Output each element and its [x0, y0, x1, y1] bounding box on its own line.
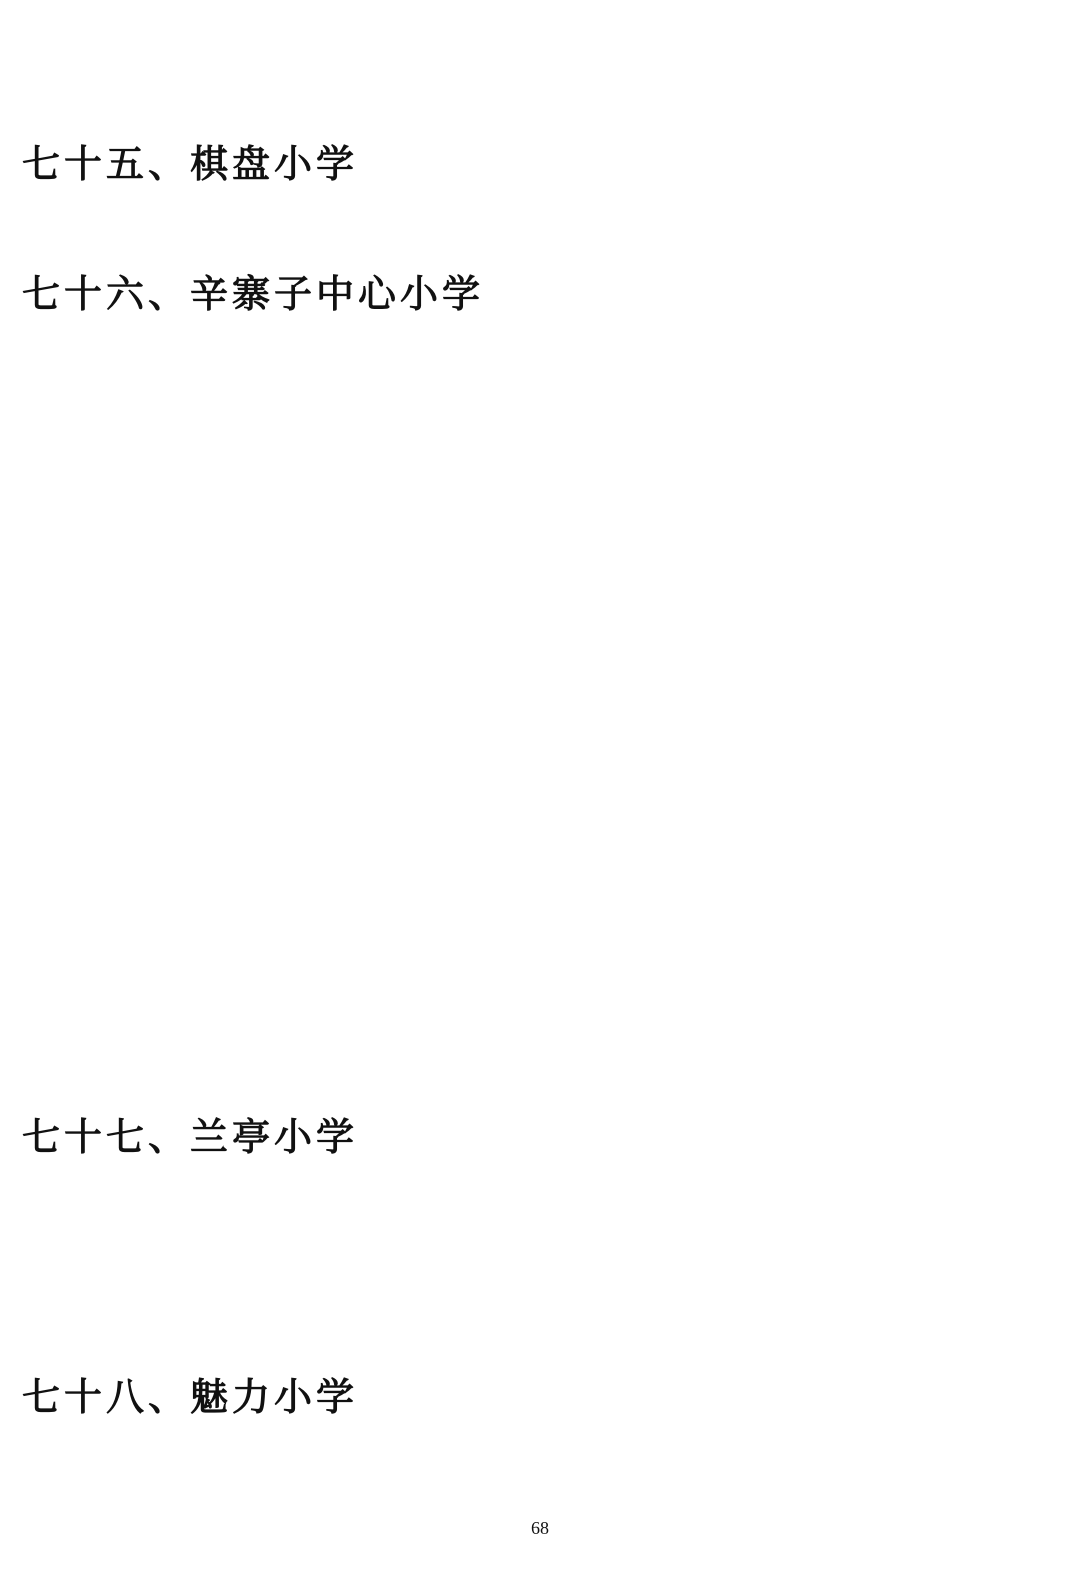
- text-line: [22, 1442, 1062, 1482]
- text-line: [22, 210, 1062, 250]
- text-line: [22, 664, 1062, 704]
- text-line: [22, 1248, 1062, 1288]
- text-line: [22, 535, 1062, 575]
- text-line: [22, 470, 1062, 510]
- text-line: [22, 405, 1062, 445]
- text-line: [22, 729, 1062, 769]
- text-line: [22, 78, 1062, 118]
- text-line: [22, 340, 1062, 380]
- text-line: [22, 924, 1062, 964]
- text-line: [22, 859, 1062, 899]
- text-line: [22, 794, 1062, 834]
- text-line: [22, 988, 1062, 1028]
- text-line: [22, 1183, 1062, 1223]
- section-heading-78: 七十八、魅力小学: [22, 1375, 359, 1419]
- section-heading-77: 七十七、兰亭小学: [22, 1115, 359, 1159]
- page-number: 68: [531, 1518, 549, 1538]
- section-heading-76: 七十六、辛寨子中心小学: [22, 272, 485, 316]
- text-line: [22, 600, 1062, 640]
- text-line: [22, 1053, 1062, 1093]
- text-line: [22, 1312, 1062, 1352]
- section-heading-75: 七十五、棋盘小学: [22, 142, 359, 186]
